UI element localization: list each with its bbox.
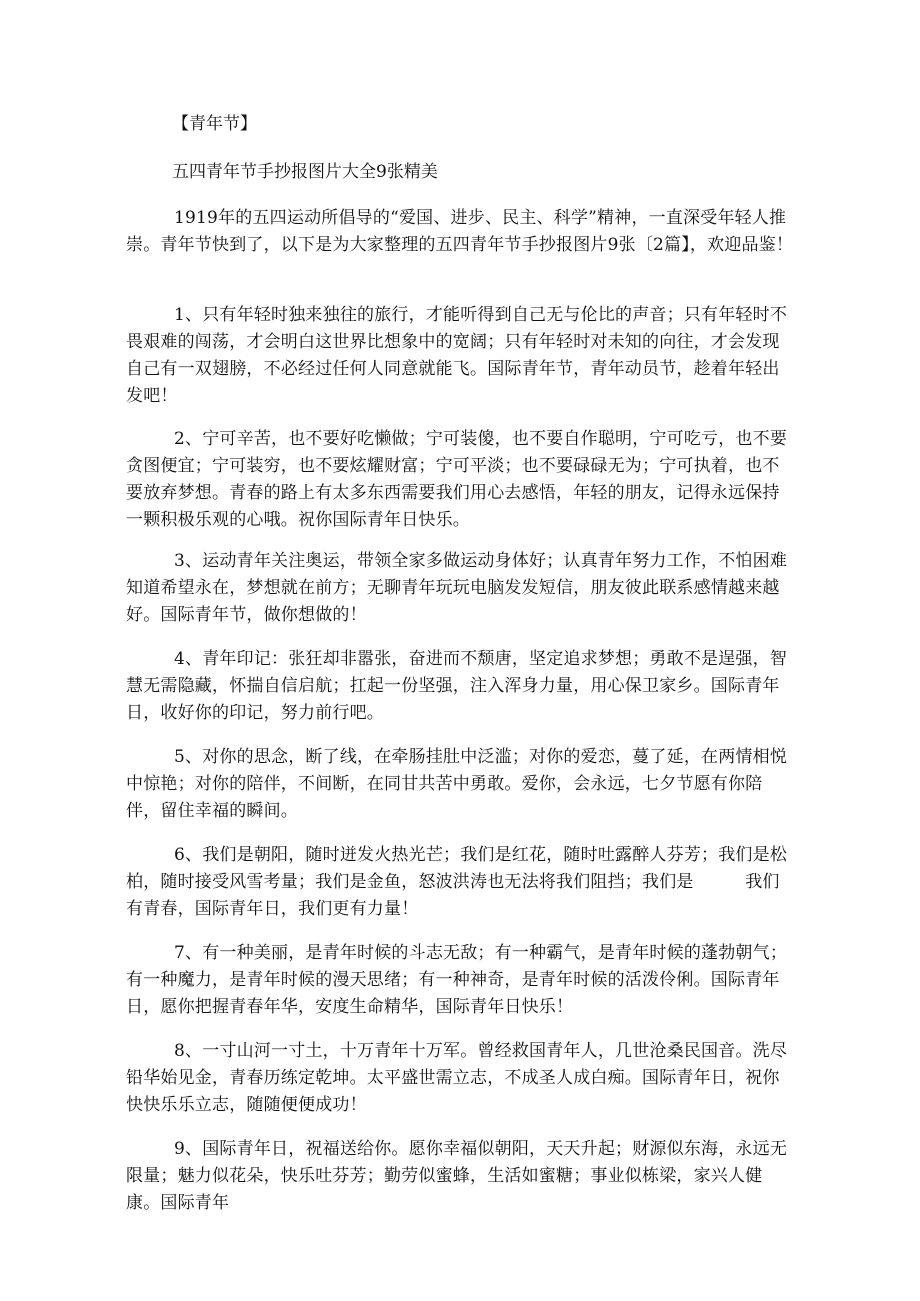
paragraph-6: 6、我们是朝阳，随时迸发火热光芒；我们是红花，随时吐露醉人芬芳；我们是松柏，随时接受风雪考量；我们是金鱼，怒波洪涛也无法将我们阻挡；我们是 我们有青春，国际青年日，我们更有力量！: [126, 845, 788, 919]
paragraph-4: 4、青年印记：张狂却非嚣张，奋进而不颓唐，坚定追求梦想；勇敢不是逞强，智慧无需隐藏，怀揣自信启航；扛起一份坚强，注入浑身力量，用心保卫家乡。国际青年日，收好你的印记，努力前行吧。: [126, 649, 788, 723]
paragraph-3: 3、运动青年关注奥运，带领全家多做运动身体好；认真青年努力工作，不怕困难知道希望永在，梦想就在前方；无聊青年玩玩电脑发发短信，朋友彼此联系感情越来越好。国际青年节，做你想做的！: [126, 551, 788, 625]
paragraph-2: 2、宁可辛苦，也不要好吃懒做；宁可装傻，也不要自作聪明，宁可吃亏，也不要贪图便宜；宁可装穷，也不要炫耀财富；宁可平淡；也不要碌碌无为；宁可执着，也不要放弃梦想。青春的路上有太多东西需要我们用心去感悟，年轻的朋友，记得永远保持一颗积极乐观的心哦。祝你国际青年日快乐。: [126, 429, 788, 530]
paragraph-9: 9、国际青年日，祝福送给你。愿你幸福似朝阳，天天升起；财源似东海，永远无限量；魅力似花朵，快乐吐芬芳；勤劳似蜜蜂，生活如蜜糖；事业似栋梁，家兴人健康。国际青年: [126, 1139, 788, 1213]
section-tag: 【青年节】: [172, 114, 257, 134]
paragraph-5: 5、对你的思念，断了线，在牵肠挂肚中泛滥；对你的爱恋，蔓了延，在两情相悦中惊艳；对你的陪伴，不间断，在同甘共苦中勇敢。爱你，会永远，七夕节愿有你陪伴，留住幸福的瞬间。: [126, 747, 788, 821]
paragraph-7: 7、有一种美丽，是青年时候的斗志无敌；有一种霸气，是青年时候的蓬勃朝气；有一种魔力，是青年时候的漫天思绪；有一种神奇，是青年时候的活泼伶俐。国际青年日，愿你把握青春年华，安度生命精华，国际青年日快乐！: [126, 943, 788, 1017]
intro-paragraph: 1919年的五四运动所倡导的“爱国、进步、民主、科学”精神，一直深受年轻人推崇。青年节快到了，以下是为大家整理的五四青年节手抄报图片9张〔2篇】，欢迎品鉴！: [126, 208, 794, 255]
paragraph-1: 1、只有年轻时独来独往的旅行，才能听得到自己无与伦比的声音；只有年轻时不畏艰难的闯荡，才会明白这世界比想象中的宽阔；只有年轻时对未知的向往，才会发现自己有一双翅膀，不必经过任何人同意就能飞。国际青年节，青年动员节，趁着年轻出发吧！: [126, 305, 788, 406]
paragraph-8: 8、一寸山河一寸土，十万青年十万军。曾经救国青年人，几世沧桑民国音。洗尽铅华始见金，青春历练定乾坤。太平盛世需立志，不成圣人成白痴。国际青年日，祝你快快乐乐立志，随随便便成功！: [126, 1041, 788, 1115]
document-title: 五四青年节手抄报图片大全9张精美: [172, 162, 438, 182]
